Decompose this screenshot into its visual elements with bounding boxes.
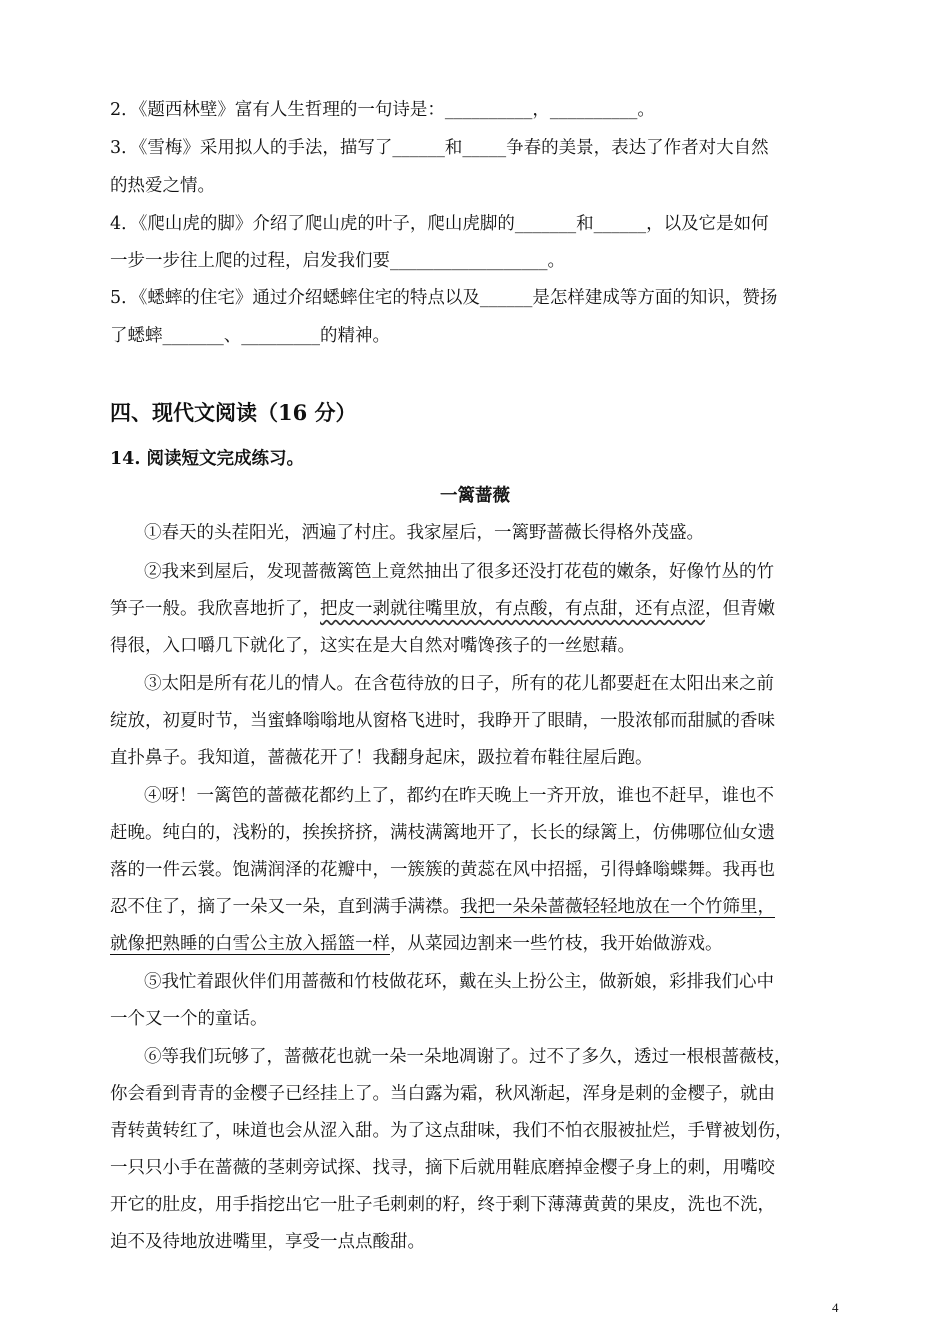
page-number: 4 <box>832 1300 839 1315</box>
paragraph-5-line-1: ⑤我忙着跟伙伴们用蔷薇和竹枝做花环，戴在头上扮公主，做新娘，彩排我们心中 <box>144 972 774 992</box>
paragraph-3-line-2: 绽放，初夏时节，当蜜蜂嗡嗡地从窗格飞进时，我睁开了眼睛，一股浓郁而甜腻的香味 <box>110 711 775 731</box>
wavy-underlined-sentence: 把皮一剥就往嘴里放，有点酸，有点甜，还有点涩 <box>320 599 705 619</box>
paragraph-2-line-3: 得很，入口嚼几下就化了，这实在是大自然对嘴馋孩子的一丝慰藉。 <box>110 636 635 656</box>
paragraph-2-line-2 <box>110 597 840 621</box>
paragraph-6-line-4: 一只只小手在蔷薇的茎刺旁试探、找寻，摘下后就用鞋底磨掉金樱子身上的刺，用嘴咬 <box>110 1158 775 1178</box>
paragraph-3-line-1: ③太阳是所有花儿的情人。在含苞待放的日子，所有的花儿都要赶在太阳出来之前 <box>144 674 774 694</box>
underlined-sentence-part-2: 就像把熟睡的白雪公主放入摇篮一样 <box>110 934 390 954</box>
question-14-prompt: 14. 阅读短文完成练习。 <box>110 449 305 469</box>
question-4-line-2: 一步一步往上爬的过程，启发我们要__________________。 <box>110 251 565 271</box>
paragraph-5-line-2: 一个又一个的童话。 <box>110 1009 268 1029</box>
paragraph-4-line-3: 落的一件云裳。饱满润泽的花瓣中，一簇簇的黄蕊在风中招摇，引得蜂嗡蝶舞。我再也 <box>110 860 775 880</box>
question-3-line-1: 3．《雪梅》采用拟人的手法，描写了______和_____争春的美景，表达了作者对大自然 <box>110 138 769 158</box>
passage-title: 一篱蔷薇 <box>440 486 510 506</box>
paragraph-3-line-3: 直扑鼻子。我知道，蔷薇花开了！我翻身起床，趿拉着布鞋往屋后跑。 <box>110 748 653 768</box>
paragraph-2-line-1: ②我来到屋后，发现蔷薇篱笆上竟然抽出了很多还没打花苞的嫩条，好像竹丛的竹 <box>144 562 774 582</box>
paragraph-4-line-2: 赶晚。纯白的，浅粉的，挨挨挤挤，满枝满篱地开了，长长的绿篱上，仿佛哪位仙女遗 <box>110 823 775 843</box>
paragraph-6-line-5: 开它的肚皮，用手指挖出它一肚子毛刺刺的籽，终于剩下薄薄黄黄的果皮，洗也不洗， <box>110 1195 775 1215</box>
underlined-sentence-part-1: 我把一朵朵蔷薇轻轻地放在一个竹筛里， <box>460 897 775 917</box>
question-4-line-1: 4．《爬山虎的脚》介绍了爬山虎的叶子，爬山虎脚的_______和______，以及它是如何 <box>110 214 769 234</box>
paragraph-6-line-3: 青转黄转红了，味道也会从涩入甜。为了这点甜味，我们不怕衣服被扯烂，手臂被划伤， <box>110 1121 793 1141</box>
paragraph-4-line-1: ④呀！一篱笆的蔷薇花都约上了，都约在昨天晚上一齐开放，谁也不赶早，谁也不 <box>144 786 774 806</box>
question-3-line-2: 的热爱之情。 <box>110 176 215 196</box>
question-2: 2．《题西林壁》富有人生哲理的一句诗是：__________，__________。 <box>110 100 655 120</box>
paragraph-6-line-6: 迫不及待地放进嘴里，享受一点点酸甜。 <box>110 1232 425 1252</box>
question-5-line-2: 了蟋蟀_______、_________的精神。 <box>110 326 390 346</box>
p2-text-a: 笋子一般。我欣喜地折了， <box>110 599 320 619</box>
paragraph-6-line-1: ⑥等我们玩够了，蔷薇花也就一朵一朵地凋谢了。过不了多久，透过一根根蔷薇枝， <box>144 1047 792 1067</box>
paragraph-4-line-5 <box>110 932 840 956</box>
section-heading: 四、现代文阅读（16 分） <box>110 400 357 425</box>
p2-text-b: ，但青嫩 <box>705 599 775 619</box>
p4-text-a: 忍不住了，摘了一朵又一朵，直到满手满襟。 <box>110 897 460 917</box>
paragraph-6-line-2: 你会看到青青的金樱子已经挂上了。当白露为霜，秋风渐起，浑身是刺的金樱子，就由 <box>110 1084 775 1104</box>
question-5-line-1: 5．《蟋蟀的住宅》通过介绍蟋蟀住宅的特点以及______是怎样建成等方面的知识，赞扬 <box>110 288 778 308</box>
p4-text-b: ，从菜园边割来一些竹枝，我开始做游戏。 <box>390 934 723 954</box>
paragraph-4-line-4 <box>110 895 840 919</box>
paragraph-1: ①春天的头茬阳光，洒遍了村庄。我家屋后，一篱野蔷薇长得格外茂盛。 <box>144 523 704 543</box>
